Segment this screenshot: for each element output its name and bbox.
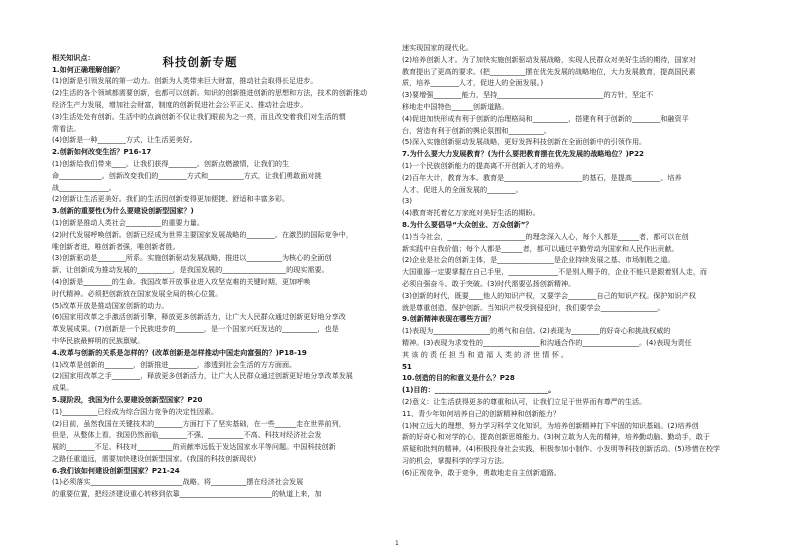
text-line: 精神。(3)表现为求变性的________________和沟通合作的________________。(4)表现为责任 [402, 337, 692, 347]
text-line: (3)创新驱动是________所系。实施创新驱动发展战略，推进以__________为核心的全面创 [52, 253, 332, 263]
text-line: (2)百年大计，教育为本。教育是______________________的基石，是提高________、培养 [402, 172, 682, 182]
text-line: (1)改革是创新的________，创新推进________，渗透到社会生活的方方面面。 [52, 359, 297, 369]
text-line: 教育提出了更高的要求。(把__________摆在优先发展的战略地位，大力发展教育，提高国民素 [402, 66, 696, 76]
page-number: 1 [395, 540, 399, 547]
text-line: (1)创新是引领发展的第一动力。创新为人类带来巨大财富，推动社会取得长足进步。 [52, 76, 318, 86]
text-line: (1)创新给我们带来____。让我们获得________。创新点燃激情，让我们的生 [52, 158, 290, 168]
text-line: 就是尊重创造、保护创新。当知识产权受到侵犯时，我们要学会________________。 [402, 302, 665, 312]
text-line: (5)改革开放是推动国家创新的动力。 [52, 300, 169, 310]
section-heading: 51 [402, 361, 412, 371]
text-line: 必须自强奋斗、敢于突破。(3)时代需要弘扬创新精神。 [402, 278, 576, 288]
text-line [52, 40, 391, 52]
text-line: 习的机会，掌握科学的学习方法。 [402, 455, 509, 465]
text-line: 人才、促进人的全面发展的________。 [402, 184, 523, 194]
text-line: 成果。 [52, 383, 74, 393]
text-line: 新，让创新成为推动发展的__________，是我国发展的__________________的现实需要。 [52, 265, 329, 275]
text-line: (4)促进加快形成有利于创新的治理格局和__________，搭建有利于创新的________和融资平 [402, 113, 689, 123]
section-heading: 8.为什么要倡导“大众创业、万众创新”？ [402, 219, 533, 229]
section-heading: 9.创新精神表现在哪些方面？ [402, 314, 495, 324]
text-line: (1)创新是推动人类社会__________的重要力量。 [52, 217, 204, 227]
text-line: (2)时代发展呼唤创新。创新已经成为世界主要国家发展战略的________。在激烈的国际竞争中， [52, 229, 353, 239]
document-title: 科技创新专题 [162, 55, 238, 69]
text-line: (5)深入实施创新驱动发展战略，更好发挥科技创新在全面创新中的引领作用。 [402, 137, 647, 147]
section-heading: 3.创新的重要性(为什么要建设创新型国家？) [52, 206, 194, 216]
section-heading: 2.创新如何改变生活？P16-17 [52, 147, 152, 157]
text-line: 的重要位置，把经济建设重心转移到依靠__________________________的轨道上来，加 [52, 489, 322, 499]
text-line: (3)生活处处有创新。生活中的点滴创新不仅让我们眼前为之一亮，而且改变着我们对生活的惯 [52, 111, 346, 121]
right-column [402, 42, 742, 478]
text-line: 新的好奇心和对学的心，提高创新思维能力。(3)树立敢为人先的精神，培养勤动脑、勤动手，敢于 [402, 432, 710, 442]
text-line: 新实践中自我价值；每个人都是______者，都可以通过辛勤劳动为国家和人民作出贡献。 [402, 243, 679, 253]
text-line: 中华民族最鲜明的民族禀赋。 [52, 335, 145, 345]
text-line: 11、青少年如何培养自己的创新精神和创新能力？ [402, 408, 560, 418]
text-line: (1)树立远大的理想，努力学习科学文化知识，为培养创新精神打下牢固的知识基础。(2)培养创 [402, 420, 699, 430]
text-line: 移地走中国特色______创新道路。 [402, 101, 509, 111]
text-line: 展的________不足、科技对__________的贡献率远低于发达国家水平等问题。中国科技创新 [52, 442, 336, 452]
text-line: 质疑和批判的精神。(4)积极投身社会实践，积极参加小制作、小发明等科技创新活动。(5)珍惜在校学 [402, 444, 721, 454]
text-line: 常看法。 [52, 123, 81, 133]
left-column [52, 40, 391, 500]
text-line: 速实现国家的现代化。 [402, 43, 473, 52]
text-line: 革发展成果。(7)创新是一个民族进步的________，是一个国家兴旺发达的__________，也是 [52, 324, 339, 334]
text-line: (6)国家用改革之手激活创新引擎，释放更多创新活力，让广大人民群众通过创新更好地分享改 [52, 312, 346, 322]
text-line: (4)创新是________的生命。我国改革开放事业进入攻坚克难的关键时期，更加呼唤 [52, 276, 311, 286]
text-line: (2)意义：让生活获得更多的尊重和认可，让我们立足于世界而有尊严的生活。 [402, 396, 647, 406]
section-heading: (1)目的：________________________________。 [402, 385, 556, 395]
text-line: 质，培养________人才，促进人的全面发展。) [402, 78, 544, 88]
text-line: (2)企业是社会的创新主体，是________________是企业持续发展之基、市场制胜之道。 [402, 255, 675, 265]
text-line: (2)国家用改革之手________，释放更多创新活力，让广大人民群众通过创新更好地分享改革发展 [52, 371, 353, 381]
text-line: (1)当今社会，______________________的理念深入人心，每个人都是______者，都可以在创 [402, 231, 689, 241]
text-line: 其 该 的 责 任 担 当 和 造 福 人 类 的 济 世 情 怀 。 [402, 349, 569, 359]
section-heading: 5.现阶段，我国为什么要建设创新型国家？P20 [52, 394, 203, 404]
text-line: 台，营造有利于创新的舆论氛围和__________。 [402, 125, 551, 135]
text-line: (2)生活的各个领域都需要创新，也都可以创新。知识的创新推进创新的思想和方法，技术的创新推动 [52, 88, 368, 98]
section-heading: 相关知识点： [52, 52, 95, 62]
text-line: 但是，从整体上看，我国仍然面临________不强、__________不高、科技对经济社会发 [52, 430, 322, 440]
text-line: (3)要增强________能力，坚持______________________________的方针，坚定不 [402, 90, 654, 100]
text-line: (1)__________已经成为综合国力竞争的决定性因素。 [52, 406, 219, 416]
section-heading: 10.创造的目的和意义是什么？P28 [402, 373, 515, 383]
text-line: (1)表现为________________的勇气和自信。(2)表现为________的好奇心和挑战权威的 [402, 326, 671, 336]
text-line: (3) [402, 196, 413, 206]
text-line: 战______________。 [52, 182, 116, 192]
text-line: (2)目前，虽然我国在关键技术的________方面打下了坚实基础，在一些______走在世界前列， [52, 418, 346, 428]
text-line: (6)正视竞争，敢于竞争，勇敢地走自主创新道路。 [402, 467, 562, 477]
text-line: 之路任重道远，需要加快建设创新型国家。(我国的科技创新现状) [52, 453, 257, 463]
text-line: (1)一个民族创新能力的提高离不开创新人才的培养。 [402, 160, 569, 170]
section-heading: 6.我们该如何建设创新型国家？P21-24 [52, 465, 180, 475]
text-line: 命____________。创新改变我们的________方式和__________方式，让我们勇敢面对挑 [52, 170, 322, 180]
text-line: (2)培养创新人才。为了加快实施创新驱动发展战略，实现人民群众对美好生活的期待，国家对 [402, 54, 696, 64]
section-heading: 1.如何正确理解创新？ [52, 64, 124, 74]
section-heading: 7.为什么要大力发展教育？(为什么要把教育摆在优先发展的战略地位？)P22 [402, 149, 644, 159]
text-line: (1)必须落实__________________________战略，将__________摆在经济社会发展 [52, 477, 304, 487]
text-line: (4)创新是一种________方式，让生活更美好。 [52, 135, 197, 145]
text-line: (4)教育寄托着亿万家庭对美好生活的期盼。 [402, 208, 540, 218]
text-line: 时代精神。必须把创新放在国家发展全局的核心位置。 [52, 288, 223, 298]
text-line: 大国重器一定要掌握在自己手里，______________不是别人赐予的，企业不能只是跟着别人走，而 [402, 267, 708, 277]
section-heading: 4.改革与创新的关系是怎样的？(改革创新是怎样推动中国走向富强的？)P18-19 [52, 347, 307, 357]
text-line: 唯创新者进，唯创新者强，唯创新者胜。 [52, 241, 180, 251]
text-line: (2)创新让生活更美好。我们的生活因创新变得更加便捷、舒适和丰富多彩。 [52, 194, 290, 204]
text-line: (3)创新的时代，既要____他人的知识产权，又要学会________自己的知识产权。保护知识产权 [402, 290, 696, 300]
text-line: 经济生产力发展，增加社会财富，制度的创新促进社会公平正义、推动社会进步。 [52, 99, 308, 109]
